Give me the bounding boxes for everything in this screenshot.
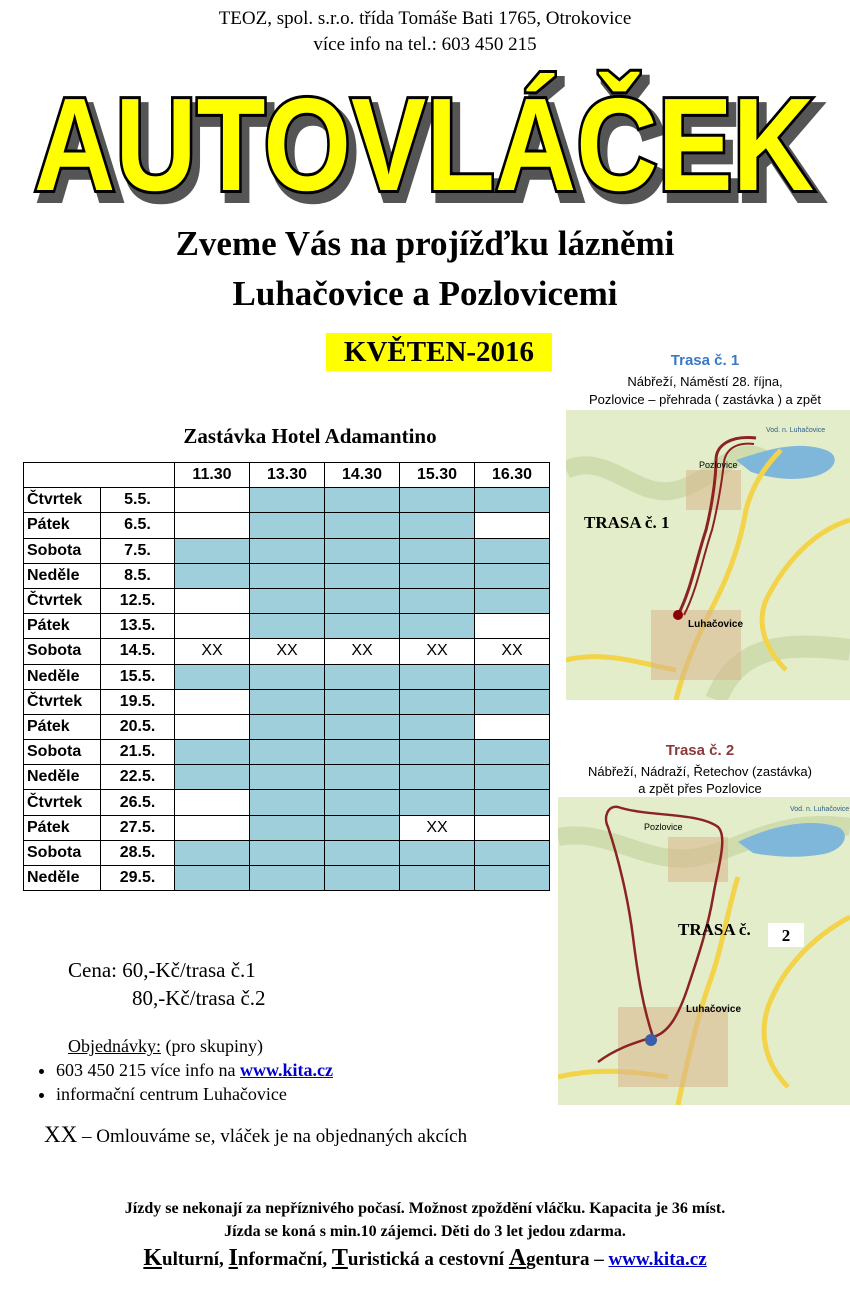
time-header: 11.30	[175, 463, 250, 488]
route-2-number: 2	[781, 926, 791, 945]
day-name: Sobota	[24, 538, 101, 563]
date-cell: 8.5.	[101, 563, 175, 588]
slot-cell	[325, 790, 400, 815]
slot-cell	[325, 740, 400, 765]
agency-initial: I	[228, 1245, 238, 1271]
slot-cell	[325, 588, 400, 613]
slot-cell	[175, 765, 250, 790]
route-1-map	[566, 410, 850, 700]
route-2-map-graphic	[558, 797, 850, 1105]
day-name: Neděle	[24, 563, 101, 588]
agency-initial: A	[508, 1245, 527, 1271]
slot-cell	[475, 588, 550, 613]
slot-cell	[475, 815, 550, 840]
slot-cell: XX	[400, 639, 475, 664]
slot-cell	[175, 815, 250, 840]
timetable-body	[24, 488, 550, 891]
route-2-map	[558, 797, 850, 1105]
slot-cell: XX	[175, 639, 250, 664]
date-cell: 5.5.	[101, 488, 175, 513]
headline-line2: Luhačovice a Pozlovicemi	[232, 274, 618, 313]
headline-line1: Zveme Vás na projížďku lázněmi	[175, 224, 675, 263]
orders-label: Objednávky:	[68, 1036, 161, 1056]
slot-cell	[325, 488, 400, 513]
agency-word: uristická a cestovní	[347, 1249, 509, 1270]
orders-list	[36, 1060, 333, 1108]
slot-cell	[475, 866, 550, 891]
slot-cell	[325, 513, 400, 538]
route-1-map-label: TRASA č. 1	[584, 513, 670, 532]
slot-cell	[475, 488, 550, 513]
slot-cell	[250, 790, 325, 815]
date-cell: 12.5.	[101, 588, 175, 613]
table-row	[24, 714, 550, 739]
slot-cell	[400, 765, 475, 790]
table-row	[24, 765, 550, 790]
slot-cell	[325, 765, 400, 790]
slot-cell	[325, 714, 400, 739]
orders-note: (pro skupiny)	[160, 1036, 263, 1056]
price-route-1: Cena: 60,-Kč/trasa č.1	[68, 958, 256, 982]
slot-cell: XX	[325, 639, 400, 664]
slot-cell	[400, 714, 475, 739]
date-cell: 22.5.	[101, 765, 175, 790]
slot-cell	[400, 588, 475, 613]
slot-cell	[475, 538, 550, 563]
agency-word: gentura –	[526, 1249, 609, 1270]
table-row	[24, 689, 550, 714]
slot-cell	[325, 664, 400, 689]
slot-cell	[400, 664, 475, 689]
slot-cell	[250, 866, 325, 891]
slot-cell	[175, 740, 250, 765]
date-cell: 7.5.	[101, 538, 175, 563]
route-1-desc: Pozlovice – přehrada ( zastávka ) a zpět	[589, 392, 821, 407]
slot-cell	[175, 614, 250, 639]
xx-marker: XX	[44, 1122, 78, 1147]
slot-cell	[250, 689, 325, 714]
timetable-header-row	[24, 463, 550, 488]
slot-cell	[250, 614, 325, 639]
slot-cell	[475, 563, 550, 588]
slot-cell	[175, 563, 250, 588]
slot-cell	[400, 488, 475, 513]
map-town-label: Pozlovice	[699, 460, 738, 470]
slot-cell: XX	[475, 639, 550, 664]
slot-cell	[475, 714, 550, 739]
contact-phone: více info na tel.: 603 450 215	[313, 34, 537, 55]
day-name: Neděle	[24, 765, 101, 790]
slot-cell	[250, 513, 325, 538]
notice-minimum: Jízda se koná s min.10 zájemci. Děti do 3 let jedou zdarma.	[224, 1223, 626, 1240]
slot-cell	[475, 664, 550, 689]
slot-cell	[250, 664, 325, 689]
table-row	[24, 513, 550, 538]
date-cell: 20.5.	[101, 714, 175, 739]
date-cell: 29.5.	[101, 866, 175, 891]
slot-cell: XX	[400, 815, 475, 840]
slot-cell	[250, 588, 325, 613]
slot-cell	[175, 513, 250, 538]
slot-cell	[325, 840, 400, 865]
slot-cell	[175, 488, 250, 513]
table-row	[24, 790, 550, 815]
route-2-map-label: TRASA č.	[678, 920, 751, 939]
date-cell: 21.5.	[101, 740, 175, 765]
slot-cell	[475, 513, 550, 538]
date-cell: 28.5.	[101, 840, 175, 865]
website-link[interactable]: www.kita.cz	[239, 1060, 333, 1080]
slot-cell	[250, 563, 325, 588]
date-cell: 13.5.	[101, 614, 175, 639]
slot-cell	[475, 790, 550, 815]
table-row	[24, 614, 550, 639]
slot-cell	[475, 840, 550, 865]
table-row	[24, 815, 550, 840]
table-row	[24, 840, 550, 865]
slot-cell	[175, 714, 250, 739]
agency-initial: K	[143, 1245, 163, 1271]
date-cell: 19.5.	[101, 689, 175, 714]
table-row	[24, 639, 550, 664]
date-cell: 27.5.	[101, 815, 175, 840]
slot-cell	[325, 815, 400, 840]
date-cell: 15.5.	[101, 664, 175, 689]
slot-cell	[175, 538, 250, 563]
day-name: Čtvrtek	[24, 689, 101, 714]
day-name: Sobota	[24, 639, 101, 664]
slot-cell	[400, 538, 475, 563]
slot-cell	[175, 588, 250, 613]
table-row	[24, 664, 550, 689]
slot-cell	[475, 689, 550, 714]
day-name: Pátek	[24, 815, 101, 840]
agency-word: nformační,	[237, 1249, 332, 1270]
company-address: TEOZ, spol. s.r.o. třída Tomáše Bati 1765, Otrokovice	[218, 8, 632, 29]
xx-legend	[44, 1122, 467, 1148]
slot-cell	[475, 765, 550, 790]
logo-shadow: AUTOVLÁČEK	[40, 79, 820, 218]
timetable	[23, 462, 550, 891]
map-town-label: Luhačovice	[688, 619, 744, 630]
stop-marker	[645, 1034, 657, 1046]
slot-cell	[475, 614, 550, 639]
day-name: Neděle	[24, 866, 101, 891]
slot-cell	[325, 538, 400, 563]
autovlacek-logo	[28, 58, 828, 218]
list-item: • informační centrum Luhačovice	[56, 1084, 333, 1105]
slot-cell	[400, 689, 475, 714]
slot-cell	[400, 740, 475, 765]
slot-cell	[250, 765, 325, 790]
slot-cell	[400, 563, 475, 588]
day-name: Čtvrtek	[24, 790, 101, 815]
slot-cell	[400, 866, 475, 891]
slot-cell	[400, 840, 475, 865]
agency-word: ulturní,	[162, 1249, 229, 1270]
table-row	[24, 740, 550, 765]
slot-cell	[250, 714, 325, 739]
day-name: Čtvrtek	[24, 488, 101, 513]
route-1-map-graphic	[566, 410, 850, 700]
slot-cell: XX	[250, 639, 325, 664]
day-name: Sobota	[24, 740, 101, 765]
list-item	[56, 1060, 333, 1081]
table-row	[24, 488, 550, 513]
slot-cell	[250, 815, 325, 840]
stop-title: Zastávka Hotel Adamantino	[183, 424, 437, 448]
xx-text: – Omlouváme se, vláček je na objednaných akcích	[77, 1126, 468, 1147]
slot-cell	[175, 689, 250, 714]
date-cell: 6.5.	[101, 513, 175, 538]
slot-cell	[250, 740, 325, 765]
table-row	[24, 588, 550, 613]
table-row	[24, 866, 550, 891]
time-header: 15.30	[400, 463, 475, 488]
route-1-title: Trasa č. 1	[670, 352, 740, 369]
day-name: Pátek	[24, 513, 101, 538]
map-reservoir-label: Vod. n. Luhačovice	[766, 427, 826, 434]
day-name: Neděle	[24, 664, 101, 689]
slot-cell	[400, 614, 475, 639]
agency-website-link[interactable]: www.kita.cz	[608, 1249, 707, 1270]
slot-cell	[250, 840, 325, 865]
slot-cell	[175, 664, 250, 689]
slot-cell	[175, 866, 250, 891]
slot-cell	[250, 488, 325, 513]
slot-cell	[400, 513, 475, 538]
slot-cell	[250, 538, 325, 563]
route-1-desc: Nábřeží, Náměstí 28. října,	[627, 374, 783, 389]
slot-cell	[400, 790, 475, 815]
agency-line	[0, 1245, 850, 1272]
day-name: Čtvrtek	[24, 588, 101, 613]
slot-cell	[325, 614, 400, 639]
table-row	[24, 538, 550, 563]
day-name: Pátek	[24, 614, 101, 639]
slot-cell	[325, 866, 400, 891]
slot-cell	[175, 840, 250, 865]
notice-weather: Jízdy se nekonají za nepříznivého počasí. Možnost zpoždění vláčku. Kapacita je 36 míst.	[124, 1200, 726, 1217]
logo-text: AUTOVLÁČEK	[34, 71, 814, 218]
timetable-corner	[24, 463, 175, 488]
agency-initial: T	[331, 1245, 348, 1271]
month-banner: KVĚTEN-2016	[326, 333, 552, 371]
date-cell: 14.5.	[101, 639, 175, 664]
time-header: 14.30	[325, 463, 400, 488]
time-header: 13.30	[250, 463, 325, 488]
map-reservoir-label: Vod. n. Luhačovice	[790, 806, 850, 813]
map-town-label: Pozlovice	[644, 822, 683, 832]
slot-cell	[175, 790, 250, 815]
slot-cell	[325, 689, 400, 714]
map-town-label: Luhačovice	[686, 1004, 742, 1015]
route-2-desc: a zpět přes Pozlovice	[638, 781, 762, 796]
date-cell: 26.5.	[101, 790, 175, 815]
orders-heading	[68, 1036, 263, 1057]
day-name: Sobota	[24, 840, 101, 865]
day-name: Pátek	[24, 714, 101, 739]
slot-cell	[475, 740, 550, 765]
slot-cell	[325, 563, 400, 588]
order-phone: 603 450 215 více info na	[56, 1060, 240, 1080]
price-route-2: 80,-Kč/trasa č.2	[132, 986, 266, 1010]
route-2-desc: Nábřeží, Nádraží, Řetechov (zastávka)	[588, 764, 812, 779]
stop-marker	[673, 610, 683, 620]
time-header: 16.30	[475, 463, 550, 488]
route-2-title: Trasa č. 2	[665, 742, 735, 759]
table-row	[24, 563, 550, 588]
